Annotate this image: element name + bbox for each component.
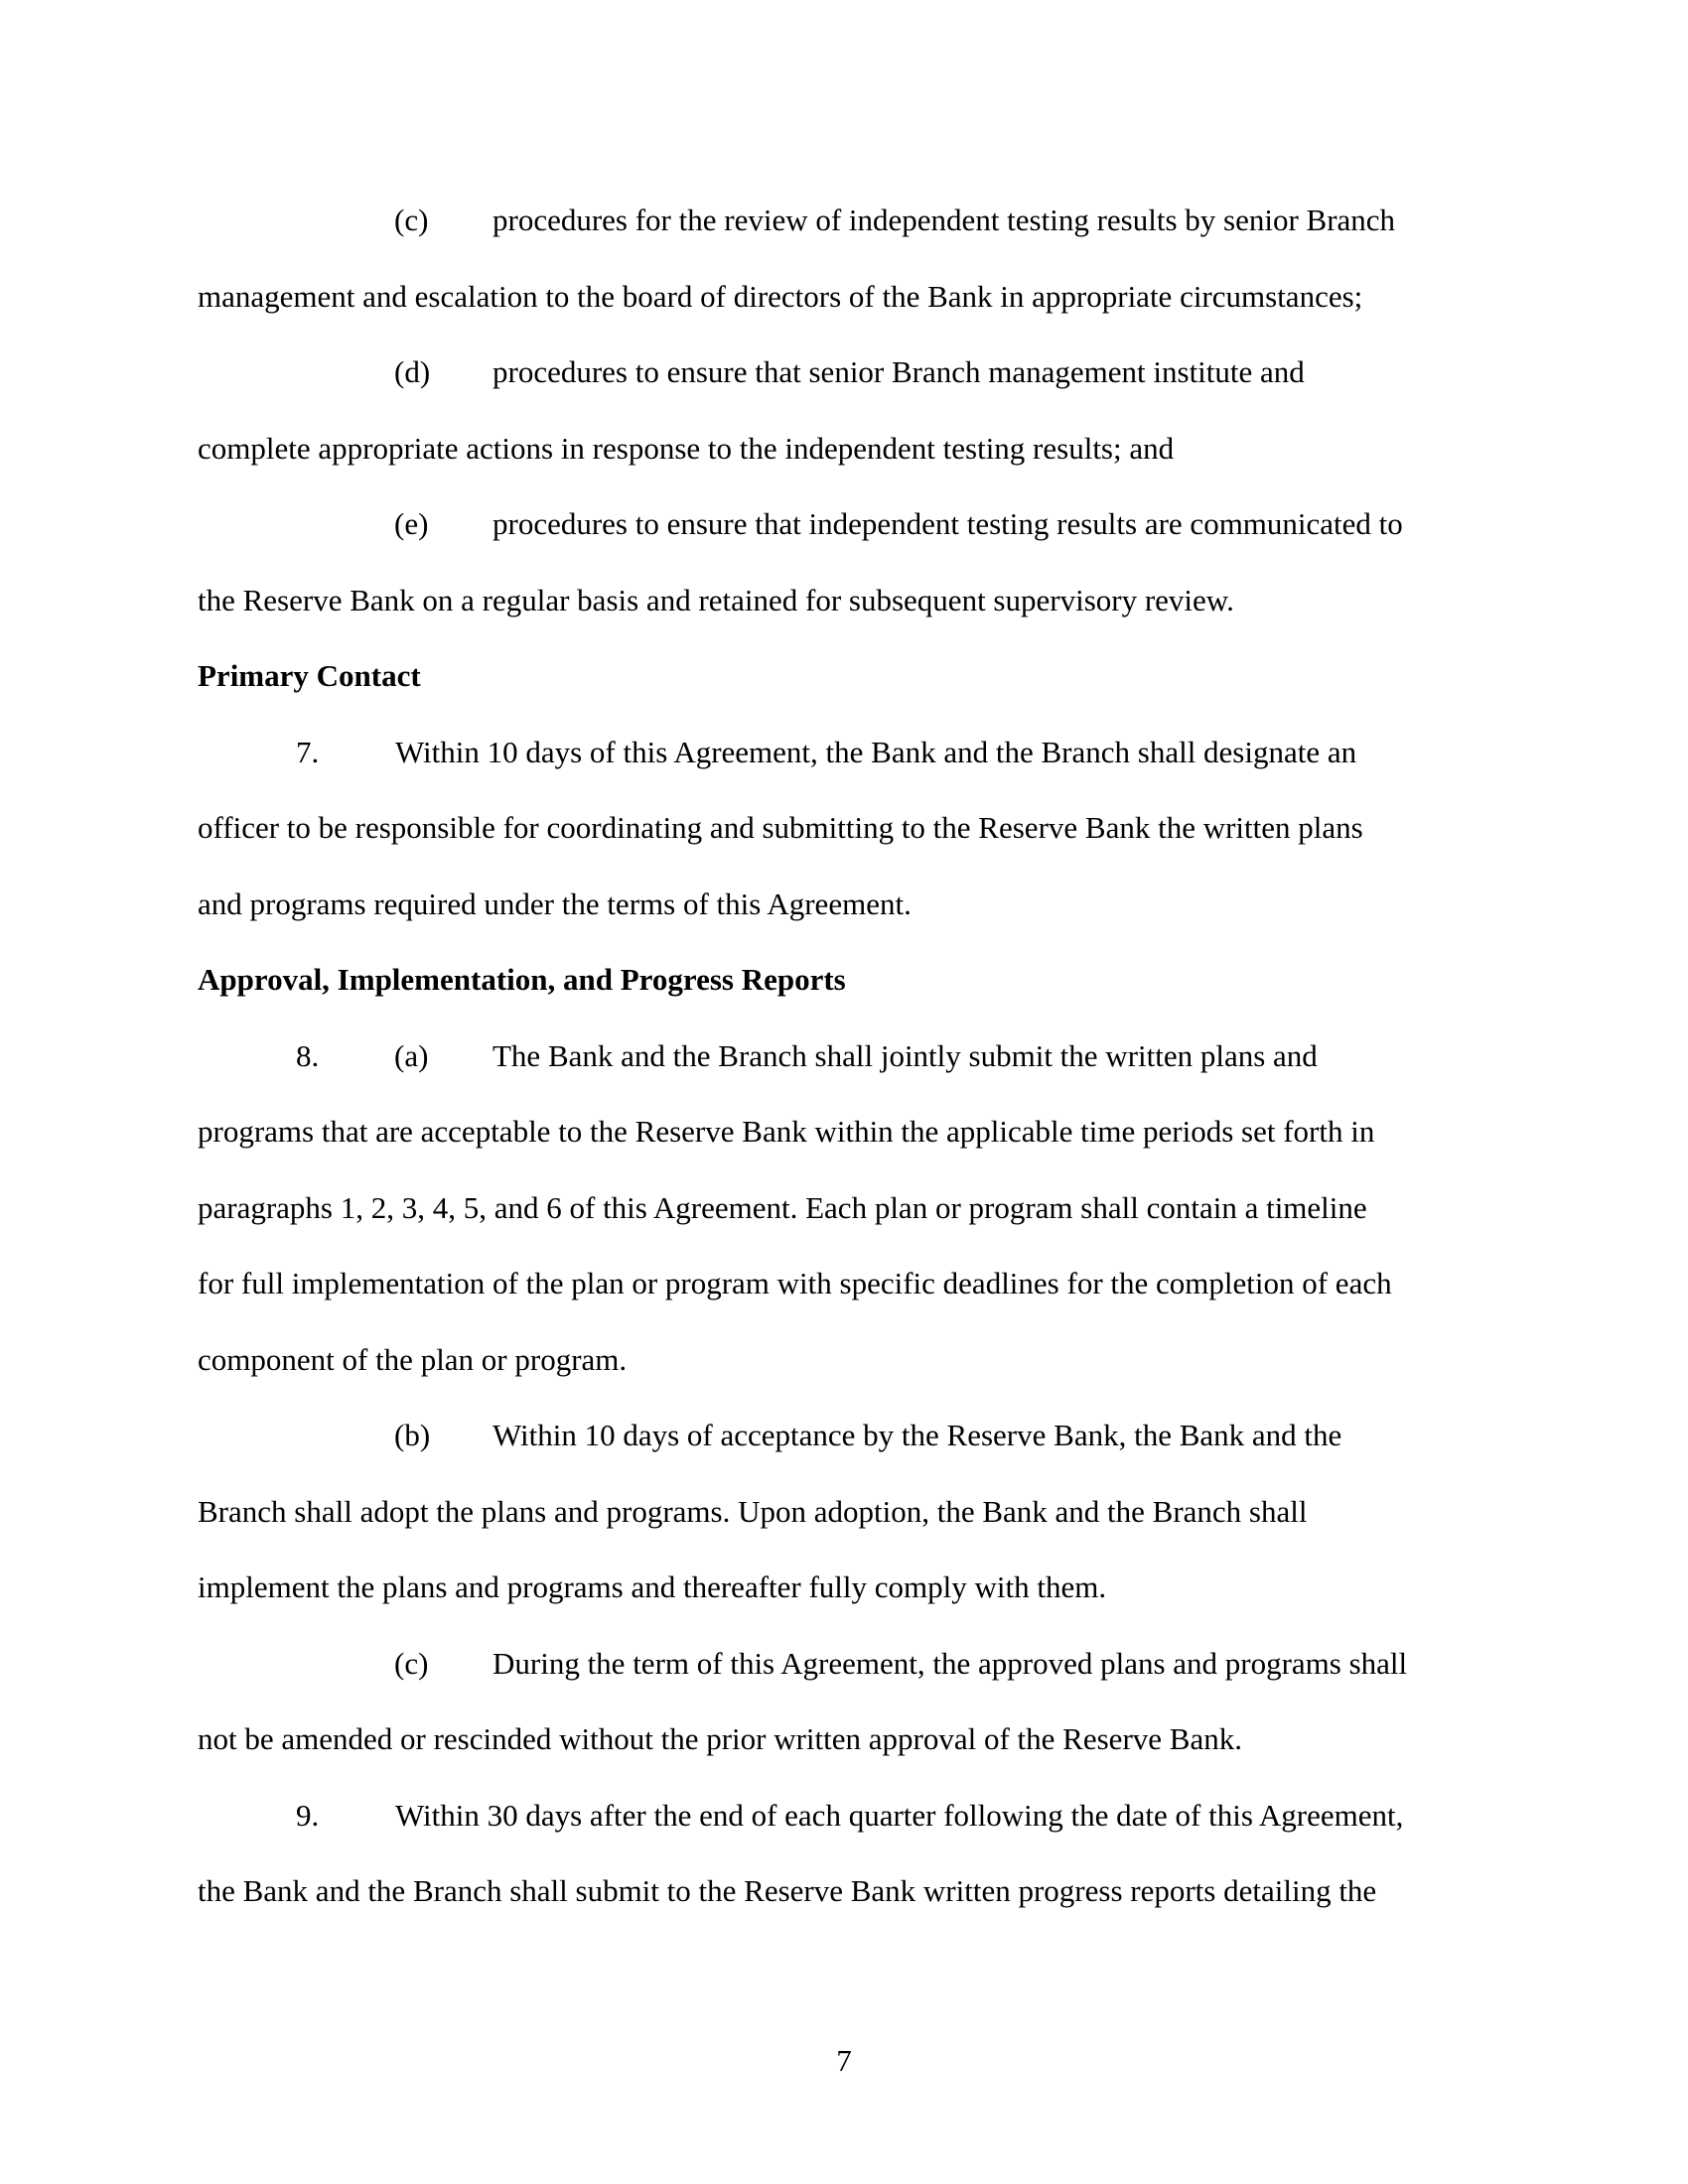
paragraph-7-line: officer to be responsible for coordinating and submitting to the Reserve Bank the written plans [198, 810, 1363, 845]
paragraph-7-number: 7. [296, 735, 320, 769]
paragraph-7-first-line: Within 10 days of this Agreement, the Bank and the Branch shall designate an [395, 735, 1357, 769]
page-number: 7 [836, 2043, 852, 2078]
paragraph-8a-line: paragraphs 1, 2, 3, 4, 5, and 6 of this Agreement. Each plan or program shall contain a timeline [198, 1190, 1367, 1225]
paragraph-9-first-line: Within 30 days after the end of each quarter following the date of this Agreement, [395, 1798, 1404, 1833]
paragraph-8c-first-line: During the term of this Agreement, the approved plans and programs shall [492, 1646, 1408, 1681]
paragraph-8b-label: (b) [394, 1418, 431, 1452]
item-c-line: management and escalation to the board of directors of the Bank in appropriate circumstances; [198, 279, 1363, 314]
item-e-first-line: procedures to ensure that independent testing results are communicated to [492, 506, 1403, 541]
item-d-first-line: procedures to ensure that senior Branch management institute and [492, 354, 1305, 389]
paragraph-8a-first-line: The Bank and the Branch shall jointly submit the written plans and [492, 1038, 1318, 1073]
paragraph-8a-line: for full implementation of the plan or program with specific deadlines for the completion of each [198, 1266, 1392, 1300]
item-c-label: (c) [394, 203, 429, 237]
paragraph-8a-label: (a) [394, 1038, 429, 1073]
paragraph-8a-line: component of the plan or program. [198, 1342, 628, 1377]
item-e-label: (e) [394, 506, 429, 541]
item-c-first-line: procedures for the review of independent testing results by senior Branch [492, 203, 1396, 237]
item-e-line: the Reserve Bank on a regular basis and retained for subsequent supervisory review. [198, 583, 1234, 617]
paragraph-8a-line: programs that are acceptable to the Reserve Bank within the applicable time periods set forth in [198, 1114, 1375, 1149]
section-heading-approval: Approval, Implementation, and Progress Reports [198, 962, 846, 997]
paragraph-8c-label: (c) [394, 1646, 429, 1681]
section-heading-primary-contact: Primary Contact [198, 658, 421, 693]
paragraph-9-number: 9. [296, 1798, 320, 1833]
paragraph-8c-line: not be amended or rescinded without the prior written approval of the Reserve Bank. [198, 1721, 1242, 1756]
item-d-line: complete appropriate actions in response to the independent testing results; and [198, 431, 1175, 466]
paragraph-8b-line: Branch shall adopt the plans and programs. Upon adoption, the Bank and the Branch shall [198, 1494, 1308, 1529]
paragraph-9-line: the Bank and the Branch shall submit to the Reserve Bank written progress reports detailing the [198, 1873, 1377, 1908]
paragraph-7-line: and programs required under the terms of this Agreement. [198, 887, 912, 921]
paragraph-8b-line: implement the plans and programs and thereafter fully comply with them. [198, 1570, 1107, 1604]
item-d-label: (d) [394, 354, 431, 389]
paragraph-8-number: 8. [296, 1038, 320, 1073]
paragraph-8b-first-line: Within 10 days of acceptance by the Reserve Bank, the Bank and the [492, 1418, 1342, 1452]
